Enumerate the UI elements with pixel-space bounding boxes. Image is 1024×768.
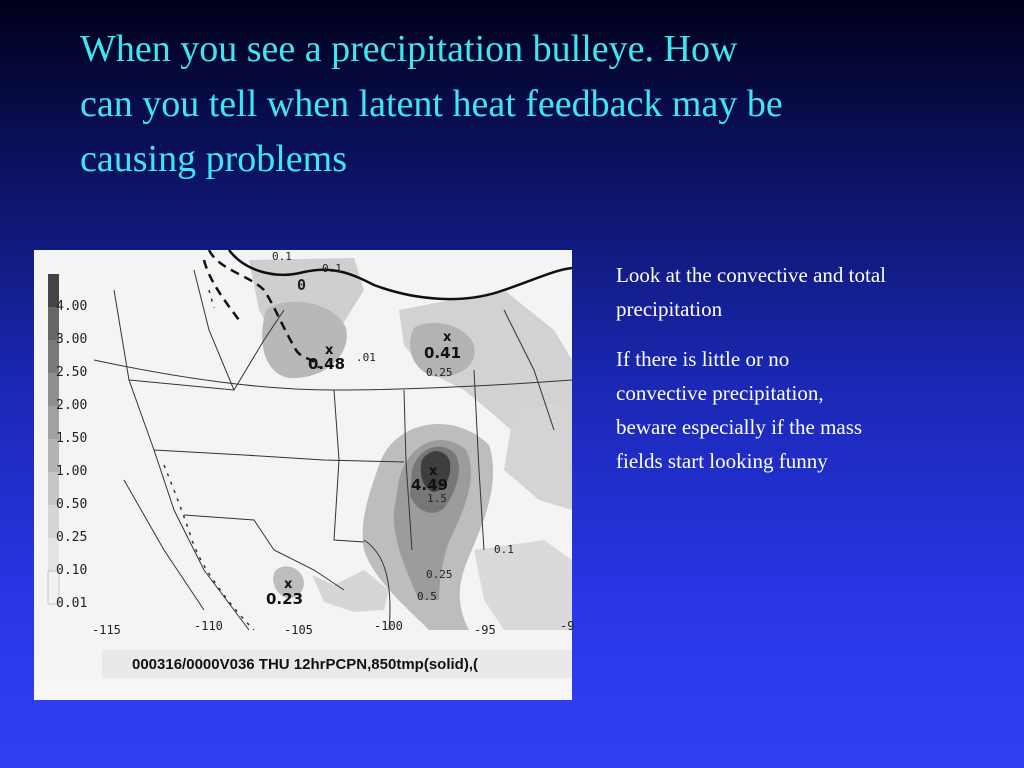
- longitude-label: -110: [194, 619, 223, 633]
- contour-label: 0.1: [494, 543, 514, 556]
- bullet-paragraph: [616, 342, 996, 478]
- precipitation-map: [34, 250, 575, 700]
- legend-label: 1.50: [56, 431, 88, 446]
- legend-label: 0.25: [56, 530, 88, 545]
- legend-label: 0.01: [56, 596, 88, 611]
- slide-body-text: [616, 258, 996, 494]
- contour-label: 0.25: [426, 366, 453, 379]
- bullet-line: Look at the convective and total: [616, 263, 886, 287]
- longitude-label: -95: [474, 623, 496, 637]
- legend-label: 0.10: [56, 563, 88, 578]
- contour-label: .01: [356, 351, 376, 364]
- bullet-line: precipitation: [616, 297, 723, 321]
- longitude-label: -100: [374, 619, 403, 633]
- longitude-label: -9: [560, 619, 575, 633]
- max-marker-value: 0.23: [266, 590, 304, 608]
- precipitation-map-figure: [34, 250, 575, 700]
- contour-label: 1.5: [427, 492, 447, 505]
- contour-label: 0.1: [272, 250, 292, 263]
- slide-title: [80, 22, 980, 187]
- contour-label: 0: [297, 276, 307, 294]
- max-marker-x: x: [443, 330, 452, 345]
- legend-label: 1.00: [56, 464, 88, 479]
- legend-label: 4.00: [56, 299, 88, 314]
- legend-label: 2.50: [56, 365, 88, 380]
- bullet-line: beware especially if the mass: [616, 415, 863, 439]
- bullet-line: fields start looking funny: [616, 449, 828, 473]
- legend-label: 3.00: [56, 332, 88, 347]
- max-marker-x: x: [284, 577, 293, 592]
- contour-label: 0.5: [417, 590, 437, 603]
- legend-label: 0.50: [56, 497, 88, 512]
- bullet-line: convective precipitation,: [616, 381, 824, 405]
- max-marker-value: 0.41: [424, 344, 462, 362]
- longitude-label: -115: [92, 623, 121, 637]
- contour-label: 0.1: [322, 262, 342, 275]
- max-marker-x: x: [325, 343, 334, 358]
- max-marker-value: 0.48: [308, 355, 346, 373]
- legend-label: 2.00: [56, 398, 88, 413]
- title-line: causing problems: [80, 138, 348, 180]
- bullet-line: If there is little or no: [616, 347, 790, 371]
- title-line: can you tell when latent heat feedback may be: [80, 83, 783, 125]
- max-marker-x: x: [429, 464, 438, 479]
- figure-bottom-margin: [34, 680, 572, 700]
- figure-caption: 000316/0000V036 THU 12hrPCPN,850tmp(solid),(: [132, 656, 478, 673]
- bullet-paragraph: [616, 258, 996, 326]
- longitude-label: -105: [284, 623, 313, 637]
- max-marker-value: 4.49: [411, 476, 449, 494]
- title-line: When you see a precipitation bulleye. How: [80, 28, 738, 70]
- contour-label: 0.25: [426, 568, 453, 581]
